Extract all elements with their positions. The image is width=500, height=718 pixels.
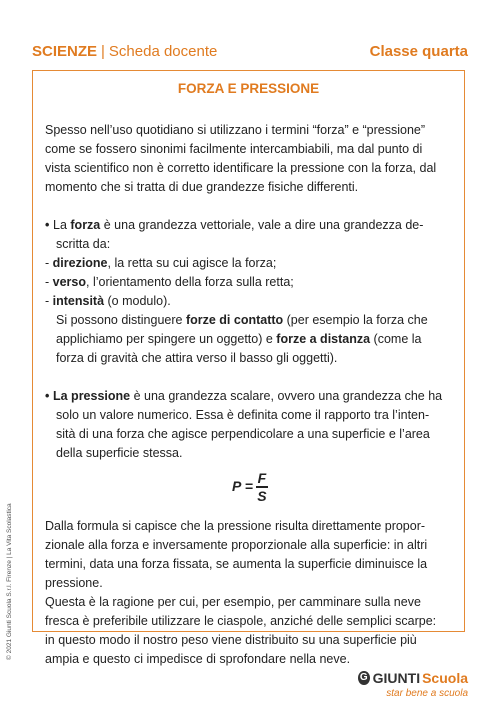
formula-lhs: P =: [232, 478, 253, 495]
distinguish-line1: [45, 311, 455, 330]
section-label: Scheda docente: [108, 43, 218, 60]
dash: -: [45, 294, 53, 308]
distinguish-line3: forza di gravità che attira verso il basso gli oggetti).: [56, 351, 338, 365]
forza-lead: [45, 216, 455, 235]
pressione-line: solo un valore numerico. Essa è definita come il rapporto tra l’inten-: [56, 408, 430, 422]
publisher-logo: [358, 670, 468, 710]
pressione-lead-post: è una grandezza scalare, ovvero una grandezza che ha: [130, 389, 443, 403]
forza-item-intensita: [45, 292, 455, 311]
term-verso: verso: [52, 275, 86, 289]
forza-term: forza: [70, 218, 101, 232]
bullet: •: [45, 218, 50, 232]
forza-item-verso: [45, 273, 455, 292]
subject-label: SCIENZE: [32, 43, 98, 60]
example-line: Questa è la ragione per cui, per esempio, per camminare sulla neve: [45, 595, 421, 609]
distinguish-pre: Si possono distinguere: [56, 313, 186, 327]
content-body: [45, 121, 455, 669]
forza-line2: scritta da:: [56, 237, 111, 251]
conclusion-line: zionale alla forza e inversamente proporzionale alla superficie: in altri: [45, 538, 428, 552]
item-text: , la retta su cui agisce la forza;: [107, 256, 277, 270]
bullet: •: [45, 389, 50, 403]
header-separator: |: [101, 43, 105, 60]
distinguish-line2: [45, 330, 455, 349]
distinguish-line2-pre: applichiamo per spingere un oggetto) e: [56, 332, 277, 346]
forza-lead-pre: La: [53, 218, 71, 232]
conclusion-line: Dalla formula si capisce che la pressione risulta direttamente propor-: [45, 519, 426, 533]
item-text: (o modulo).: [104, 294, 171, 308]
pressione-line: sità di una forza che agisce perpendicolare a una superficie e l’area: [56, 427, 430, 441]
intro-line: vista scientifico non è corretto identificare la pressione con la forza, dal: [45, 161, 437, 175]
forza-lead-post: è una grandezza vettoriale, vale a dire una grandezza de-: [100, 218, 424, 232]
dash: -: [45, 256, 53, 270]
logo-brand: GIUNTI: [372, 670, 421, 686]
distinguish-mid: (per esempio la forza che: [283, 313, 428, 327]
conclusion-line: termini, data una forza fissata, se aumenta la superficie diminuisce la: [45, 557, 428, 571]
header-left: [32, 42, 217, 62]
intro-line: momento che si tratta di due grandezze fisiche differenti.: [45, 180, 359, 194]
pressione-term: La pressione: [53, 389, 131, 403]
example-line: ampia e questo ci impedisce di sprofondare nella neve.: [45, 652, 351, 666]
term-contatto: forze di contatto: [185, 313, 284, 327]
dash: -: [45, 275, 53, 289]
intro-line: come se fossero sinonimi facilmente intercambiabili, ma dal punto di: [45, 142, 423, 156]
example-line: fresca è preferibile utilizzare le ciaspole, anziché delle semplici scarpe:: [45, 614, 437, 628]
logo-tagline: star bene a scuola: [386, 688, 468, 699]
formula-denominator: S: [257, 487, 267, 504]
formula-numerator: F: [257, 470, 267, 486]
term-intensita: intensità: [52, 294, 105, 308]
content-panel: [32, 70, 465, 666]
example-line: in questo modo il nostro peso viene distribuito su una superficie più: [45, 633, 417, 647]
page-header: [32, 42, 468, 66]
conclusion-line: pressione.: [45, 576, 103, 590]
pressione-lead: [45, 387, 455, 406]
class-label: Classe quarta: [369, 43, 468, 60]
item-text: , l’orientamento della forza sulla retta;: [86, 275, 294, 289]
page-title: FORZA E PRESSIONE: [177, 81, 320, 96]
formula-fraction: [256, 471, 268, 503]
pressure-formula: [45, 471, 455, 505]
logo-g-icon: G: [359, 672, 368, 683]
copyright-credit: © 2021 Giunti Scuola S.r.l. Firenze | La Vita Scolastica: [6, 503, 13, 660]
term-direzione: direzione: [52, 256, 108, 270]
intro-line: Spesso nell’uso quotidiano si utilizzano i termini “forza” e “pressione”: [45, 123, 426, 137]
forza-item-direzione: [45, 254, 455, 273]
term-distanza: forze a distanza: [276, 332, 371, 346]
distinguish-line2-post: (come la: [370, 332, 422, 346]
logo-scuola: Scuola: [422, 670, 468, 686]
pressione-line: della superficie stessa.: [56, 446, 183, 460]
